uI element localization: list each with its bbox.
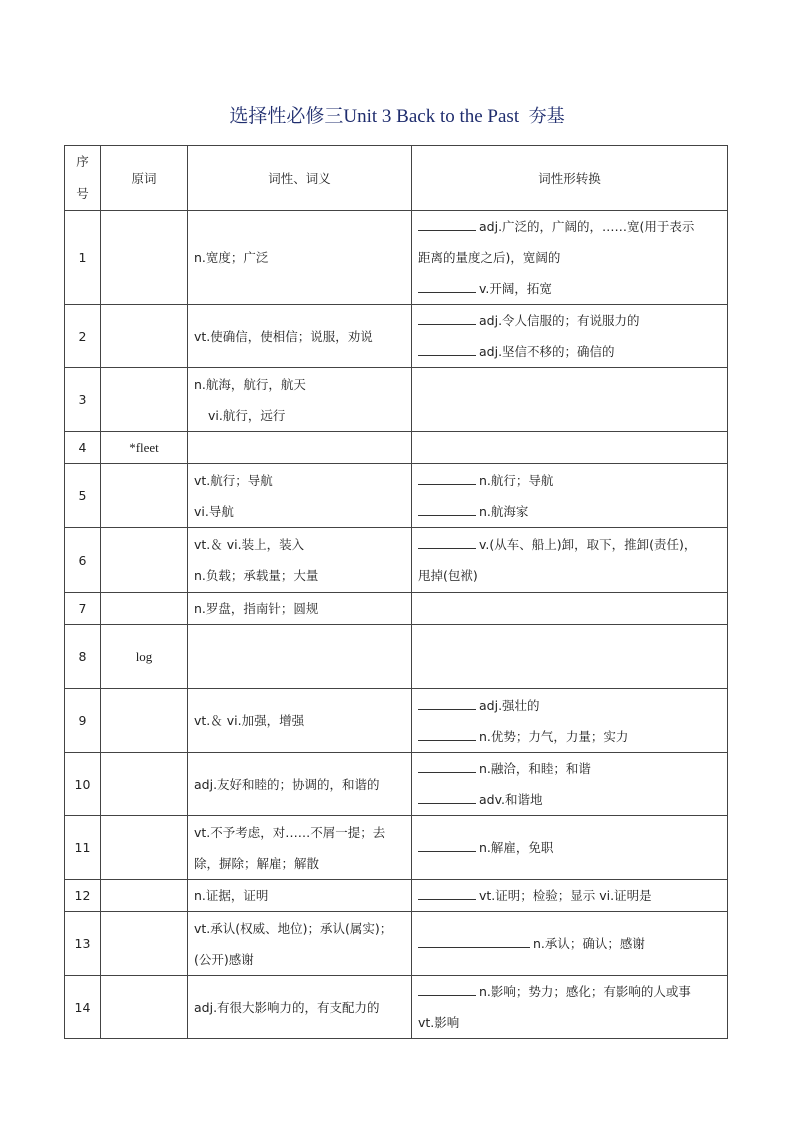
- conversion-cell: [412, 368, 728, 432]
- row-number: 6: [65, 528, 101, 593]
- fill-in-blank: [418, 280, 476, 293]
- conversion-text: v.开阔，拓宽: [479, 281, 552, 296]
- title-sub: 夯基: [528, 106, 565, 127]
- conversion-cell: [412, 593, 728, 625]
- conversion-line: [418, 529, 721, 560]
- conversion-text: n.航行；导航: [479, 472, 554, 488]
- conversion-cell: [412, 880, 728, 912]
- conversion-line: [418, 690, 721, 721]
- fill-in-blank: [418, 760, 476, 773]
- table-row: [65, 625, 728, 689]
- original-word-cell: [101, 464, 188, 528]
- meaning-line: adj.有很大影响力的，有支配力的: [194, 999, 380, 1015]
- original-word-cell: [101, 912, 188, 976]
- meaning-cell: [188, 432, 412, 464]
- original-word-cell: [101, 593, 188, 625]
- meaning-line: vi.导航: [194, 503, 234, 519]
- conversion-line: [418, 928, 721, 959]
- fill-in-blank: [418, 791, 476, 804]
- meaning-cell: [188, 464, 412, 528]
- meaning-cell: [188, 816, 412, 880]
- conversion-line: [418, 336, 721, 367]
- conversion-line: [418, 721, 721, 752]
- conversion-text: n.影响；势力；感化；有影响的人或事: [479, 984, 691, 999]
- conversion-line: [418, 832, 721, 863]
- fill-in-blank: [418, 839, 476, 852]
- meaning-cell: [188, 211, 412, 305]
- conversion-cell: [412, 305, 728, 368]
- original-word-cell: *fleet: [101, 432, 188, 464]
- meaning-line: vi.航行，远行: [208, 407, 286, 423]
- conversion-line: [418, 976, 721, 1007]
- table-body: [65, 211, 728, 1039]
- fill-in-blank: [418, 503, 476, 516]
- meaning-line: vt.使确信，使相信；说服，劝说: [194, 328, 373, 344]
- conversion-cell: [412, 976, 728, 1039]
- row-number: 10: [65, 753, 101, 816]
- meaning-cell: [188, 976, 412, 1039]
- meaning-line: vt.＆ vi.加强，增强: [194, 713, 305, 728]
- meaning-line: n.罗盘，指南针；圆规: [194, 601, 319, 616]
- meaning-line: n.负载；承载量；大量: [194, 568, 319, 583]
- table-row: [65, 305, 728, 368]
- table-row: [65, 880, 728, 912]
- conversion-cell: [412, 464, 728, 528]
- meaning-cell: [188, 625, 412, 689]
- conversion-text: n.航海家: [479, 503, 529, 519]
- meaning-line: adj.友好和睦的；协调的，和谐的: [194, 776, 380, 792]
- conversion-cell: [412, 625, 728, 689]
- conversion-line: [418, 880, 721, 911]
- conversion-cell: [412, 689, 728, 753]
- meaning-cell: [188, 368, 412, 432]
- table-header-row: [65, 146, 728, 211]
- title-main: 选择性必修三Unit 3 Back to the Past: [229, 106, 520, 127]
- meaning-line: vt.承认(权威、地位)；承认(属实)；: [194, 920, 393, 936]
- original-word-cell: [101, 211, 188, 305]
- original-word-cell: [101, 528, 188, 593]
- conversion-cell: [412, 816, 728, 880]
- conversion-line: [418, 560, 721, 591]
- table-row: [65, 816, 728, 880]
- row-number: 1: [65, 211, 101, 305]
- conversion-line: [418, 496, 721, 527]
- original-word-cell: [101, 305, 188, 368]
- original-word-cell: [101, 753, 188, 816]
- meaning-line: n.证据，证明: [194, 888, 269, 903]
- conversion-text: n.承认；确认；感谢: [533, 936, 645, 951]
- row-number: 14: [65, 976, 101, 1039]
- conversion-text: adj.广泛的，广阔的，……宽(用于表示: [479, 219, 695, 234]
- fill-in-blank: [418, 887, 476, 900]
- row-number: 2: [65, 305, 101, 368]
- conversion-text: n.解雇，免职: [479, 840, 554, 855]
- table-row: [65, 753, 728, 816]
- fill-in-blank: [418, 472, 476, 485]
- row-number: 9: [65, 689, 101, 753]
- conversion-line: [418, 242, 721, 273]
- table-row: [65, 464, 728, 528]
- table-row: [65, 976, 728, 1039]
- table-row: [65, 912, 728, 976]
- table-row: [65, 432, 728, 464]
- original-word-cell: [101, 880, 188, 912]
- row-number: 3: [65, 368, 101, 432]
- table-row: [65, 211, 728, 305]
- conversion-line: [418, 784, 721, 815]
- conversion-text: vt.证明；检验；显示 vi.证明是: [479, 888, 652, 903]
- conversion-cell: [412, 753, 728, 816]
- vocabulary-table: [64, 145, 728, 1039]
- conversion-line: [418, 305, 721, 336]
- meaning-line: (公开)感谢: [194, 951, 254, 967]
- conversion-text: n.融洽，和睦；和谐: [479, 761, 591, 776]
- original-word-cell: [101, 816, 188, 880]
- fill-in-blank: [418, 697, 476, 710]
- meaning-line: n.宽度；广泛: [194, 250, 269, 265]
- original-word-cell: [101, 689, 188, 753]
- fill-in-blank: [418, 218, 476, 231]
- conversion-line: [418, 273, 721, 304]
- row-number: 12: [65, 880, 101, 912]
- header-number: [65, 146, 101, 211]
- conversion-text: 距离的量度之后)，宽阔的: [418, 250, 561, 265]
- header-number-line1: 序: [76, 154, 89, 169]
- meaning-cell: [188, 593, 412, 625]
- fill-in-blank: [418, 935, 530, 948]
- fill-in-blank: [418, 983, 476, 996]
- original-word-cell: [101, 368, 188, 432]
- conversion-line: [418, 211, 721, 242]
- conversion-line: [418, 753, 721, 784]
- row-number: 8: [65, 625, 101, 689]
- meaning-cell: [188, 689, 412, 753]
- conversion-text: 甩掉(包袱): [418, 568, 478, 583]
- row-number: 4: [65, 432, 101, 464]
- conversion-text: v.(从车、船上)卸，取下，推卸(责任)，: [479, 537, 697, 552]
- conversion-cell: [412, 912, 728, 976]
- page-title: [0, 103, 794, 131]
- conversion-text: adj.坚信不移的；确信的: [479, 344, 615, 359]
- conversion-cell: [412, 432, 728, 464]
- meaning-line: vt.不予考虑，对……不屑一提；去: [194, 824, 386, 840]
- conversion-line: [418, 1007, 721, 1038]
- table-row: [65, 368, 728, 432]
- meaning-cell: [188, 880, 412, 912]
- fill-in-blank: [418, 536, 476, 549]
- conversion-text: n.优势；力气，力量；实力: [479, 728, 629, 744]
- conversion-text: adj.强壮的: [479, 697, 540, 713]
- conversion-text: adj.令人信服的；有说服力的: [479, 313, 640, 328]
- fill-in-blank: [418, 728, 476, 741]
- meaning-line: vt.航行；导航: [194, 472, 273, 488]
- conversion-text: vt.影响: [418, 1015, 460, 1030]
- meaning-cell: [188, 528, 412, 593]
- meaning-line: 除，摒除；解雇；解散: [194, 855, 320, 871]
- original-word-cell: [101, 976, 188, 1039]
- meaning-cell: [188, 305, 412, 368]
- header-word: 原词: [101, 146, 188, 211]
- fill-in-blank: [418, 312, 476, 325]
- row-number: 13: [65, 912, 101, 976]
- table-row: [65, 689, 728, 753]
- table-row: [65, 528, 728, 593]
- meaning-line: vt.＆ vi.装上，装入: [194, 537, 305, 552]
- header-conversion: 词性形转换: [412, 146, 728, 211]
- row-number: 5: [65, 464, 101, 528]
- meaning-cell: [188, 753, 412, 816]
- conversion-line: [418, 465, 721, 496]
- fill-in-blank: [418, 343, 476, 356]
- table-row: [65, 593, 728, 625]
- original-word-cell: log: [101, 625, 188, 689]
- row-number: 11: [65, 816, 101, 880]
- conversion-cell: [412, 211, 728, 305]
- conversion-text: adv.和谐地: [479, 792, 543, 807]
- row-number: 7: [65, 593, 101, 625]
- conversion-cell: [412, 528, 728, 593]
- meaning-cell: [188, 912, 412, 976]
- header-number-line2: 号: [76, 186, 89, 201]
- meaning-line: n.航海，航行，航天: [194, 376, 306, 392]
- header-meaning: 词性、词义: [188, 146, 412, 211]
